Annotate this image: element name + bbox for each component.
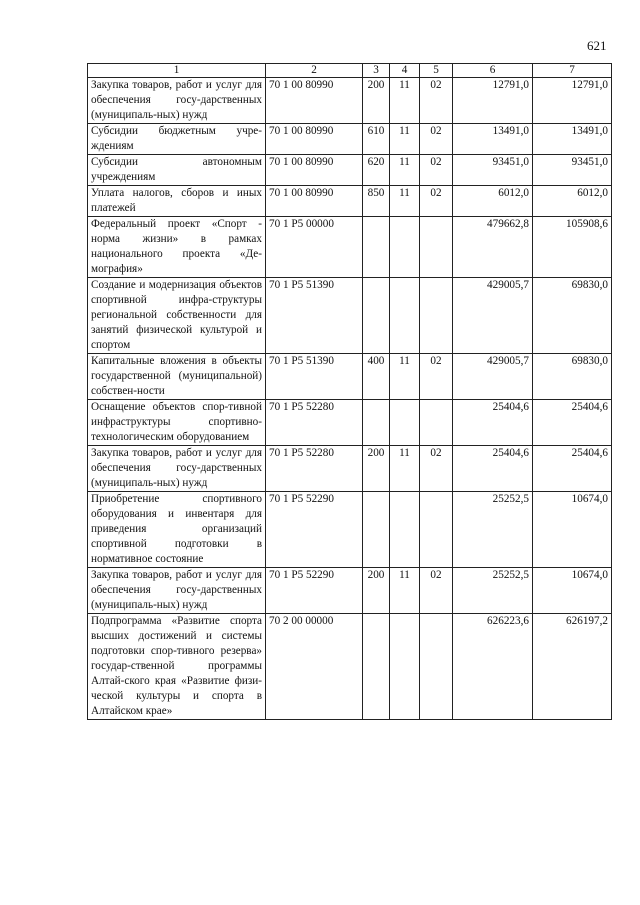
row-name: Уплата налогов, сборов и иных платежей (88, 186, 266, 217)
row-col4: 11 (390, 354, 420, 400)
row-col4 (390, 278, 420, 354)
row-col5: 02 (420, 354, 453, 400)
row-name: Приобретение спортивного оборудования и инвентаря для приведения организаций спортивной подготовки в нормативное состояние (88, 492, 266, 568)
column-header: 7 (533, 64, 612, 78)
row-name: Подпрограмма «Развитие спорта высших достижений и системы подготовки спор-тивного резерва» государ-ственной программы Алтай-ского края «Развитие физи-ческой культуры и спорта в Алтайском крае» (88, 614, 266, 720)
row-name: Субсидии автономным учреждениям (88, 155, 266, 186)
row-col7: 69830,0 (533, 278, 612, 354)
row-code: 70 1 P5 51390 (266, 354, 363, 400)
row-col3: 200 (363, 78, 390, 124)
column-header: 4 (390, 64, 420, 78)
row-col5: 02 (420, 186, 453, 217)
row-col4: 11 (390, 124, 420, 155)
row-col7: 12791,0 (533, 78, 612, 124)
row-name: Создание и модернизация объектов спортивной инфра-структуры региональной собственности для занятий физической культурой и спортом (88, 278, 266, 354)
row-code: 70 1 P5 52280 (266, 446, 363, 492)
column-header: 3 (363, 64, 390, 78)
row-col4 (390, 400, 420, 446)
row-col5 (420, 614, 453, 720)
row-name: Закупка товаров, работ и услуг для обеспечения госу-дарственных (муниципаль-ных) нужд (88, 78, 266, 124)
row-col3: 610 (363, 124, 390, 155)
table-row (88, 400, 612, 446)
table-row (88, 614, 612, 720)
row-col5: 02 (420, 568, 453, 614)
table-row (88, 278, 612, 354)
row-col6: 6012,0 (453, 186, 533, 217)
row-col4 (390, 614, 420, 720)
table-row (88, 446, 612, 492)
row-col4: 11 (390, 446, 420, 492)
row-code: 70 1 00 80990 (266, 124, 363, 155)
row-col3: 200 (363, 446, 390, 492)
table-row (88, 568, 612, 614)
row-col6: 25252,5 (453, 492, 533, 568)
row-col6: 25252,5 (453, 568, 533, 614)
budget-table (87, 63, 612, 720)
row-col5: 02 (420, 124, 453, 155)
row-col5: 02 (420, 446, 453, 492)
row-col4: 11 (390, 186, 420, 217)
row-col4 (390, 217, 420, 278)
table-row (88, 186, 612, 217)
row-col7: 25404,6 (533, 446, 612, 492)
row-col7: 10674,0 (533, 492, 612, 568)
row-code: 70 1 P5 52290 (266, 492, 363, 568)
table-row (88, 155, 612, 186)
row-col5: 02 (420, 78, 453, 124)
row-name: Закупка товаров, работ и услуг для обеспечения госу-дарственных (муниципаль-ных) нужд (88, 446, 266, 492)
table-row (88, 217, 612, 278)
row-col7: 93451,0 (533, 155, 612, 186)
row-col7: 6012,0 (533, 186, 612, 217)
row-col6: 13491,0 (453, 124, 533, 155)
row-code: 70 1 00 80990 (266, 78, 363, 124)
row-col5 (420, 492, 453, 568)
row-name: Закупка товаров, работ и услуг для обеспечения госу-дарственных (муниципаль-ных) нужд (88, 568, 266, 614)
row-col5 (420, 400, 453, 446)
row-name: Капитальные вложения в объекты государственной (муниципальной) собствен-ности (88, 354, 266, 400)
page-number: 621 (587, 38, 607, 53)
table-row (88, 124, 612, 155)
row-col3: 850 (363, 186, 390, 217)
table-header-row (88, 64, 612, 78)
row-code: 70 1 P5 52280 (266, 400, 363, 446)
table-row (88, 78, 612, 124)
row-col3: 400 (363, 354, 390, 400)
row-col6: 25404,6 (453, 400, 533, 446)
row-code: 70 1 00 80990 (266, 186, 363, 217)
row-col7: 13491,0 (533, 124, 612, 155)
row-col7: 25404,6 (533, 400, 612, 446)
table-row (88, 492, 612, 568)
row-col4: 11 (390, 568, 420, 614)
row-col5 (420, 217, 453, 278)
row-code: 70 1 P5 00000 (266, 217, 363, 278)
row-code: 70 1 00 80990 (266, 155, 363, 186)
row-col3 (363, 217, 390, 278)
row-col3 (363, 614, 390, 720)
row-col5 (420, 278, 453, 354)
row-col3 (363, 278, 390, 354)
row-code: 70 1 P5 52290 (266, 568, 363, 614)
row-col7: 105908,6 (533, 217, 612, 278)
row-col6: 479662,8 (453, 217, 533, 278)
row-col3 (363, 492, 390, 568)
row-name: Федеральный проект «Спорт - норма жизни» в рамках национального проекта «Де-мография» (88, 217, 266, 278)
row-col6: 429005,7 (453, 278, 533, 354)
row-name: Оснащение объектов спор-тивной инфраструктуры спортивно-технологическим оборудованием (88, 400, 266, 446)
row-code: 70 1 P5 51390 (266, 278, 363, 354)
row-code: 70 2 00 00000 (266, 614, 363, 720)
row-col6: 626223,6 (453, 614, 533, 720)
row-col7: 626197,2 (533, 614, 612, 720)
column-header: 2 (266, 64, 363, 78)
table-row (88, 354, 612, 400)
column-header: 1 (88, 64, 266, 78)
column-header: 6 (453, 64, 533, 78)
row-col4: 11 (390, 78, 420, 124)
column-header: 5 (420, 64, 453, 78)
row-col5: 02 (420, 155, 453, 186)
row-col3: 620 (363, 155, 390, 186)
row-col7: 10674,0 (533, 568, 612, 614)
row-col6: 429005,7 (453, 354, 533, 400)
row-col3 (363, 400, 390, 446)
row-col3: 200 (363, 568, 390, 614)
row-col7: 69830,0 (533, 354, 612, 400)
row-col6: 93451,0 (453, 155, 533, 186)
row-col4: 11 (390, 155, 420, 186)
row-col6: 12791,0 (453, 78, 533, 124)
row-col6: 25404,6 (453, 446, 533, 492)
row-name: Субсидии бюджетным учре-ждениям (88, 124, 266, 155)
row-col4 (390, 492, 420, 568)
